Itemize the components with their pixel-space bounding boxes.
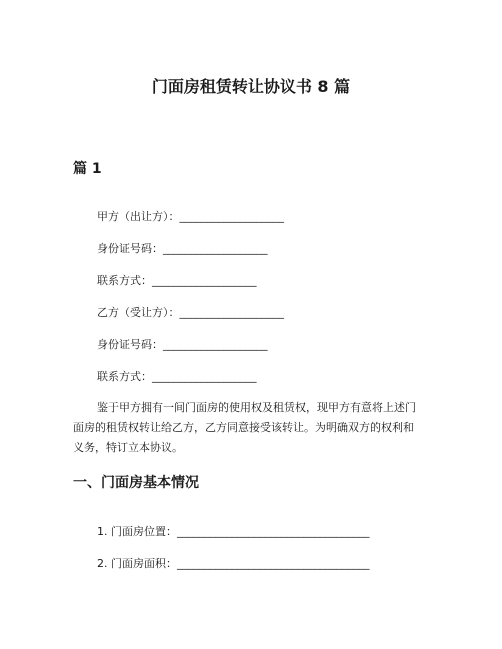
party-a-line: 甲方（出让方）：___________________ (97, 210, 284, 223)
section-heading: 一、门面房基本情况 (73, 475, 199, 491)
party-a-contact-line: 联系方式：___________________ (97, 274, 257, 287)
party-b-id-line: 身份证号码：___________________ (97, 338, 268, 351)
document-title: 门面房租赁转让协议书 8 篇 (151, 77, 351, 96)
party-b-contact-line: 联系方式：___________________ (97, 370, 257, 383)
section-label: 篇 1 (73, 161, 102, 177)
intro-paragraph: 鉴于甲方拥有一间门面房的使用权及租赁权，现甲方有意将上述门面房的租赁权转让给乙方，乙方同意接受该转让。为明确双方的权利和义务，特订立本协议。 (73, 401, 416, 454)
item-location: 1. 门面房位置：___________________________________ (97, 525, 370, 538)
item-area: 2. 门面房面积：___________________________________ (97, 557, 370, 570)
party-b-line: 乙方（受让方）：___________________ (97, 306, 284, 319)
party-a-id-line: 身份证号码：___________________ (97, 242, 268, 255)
